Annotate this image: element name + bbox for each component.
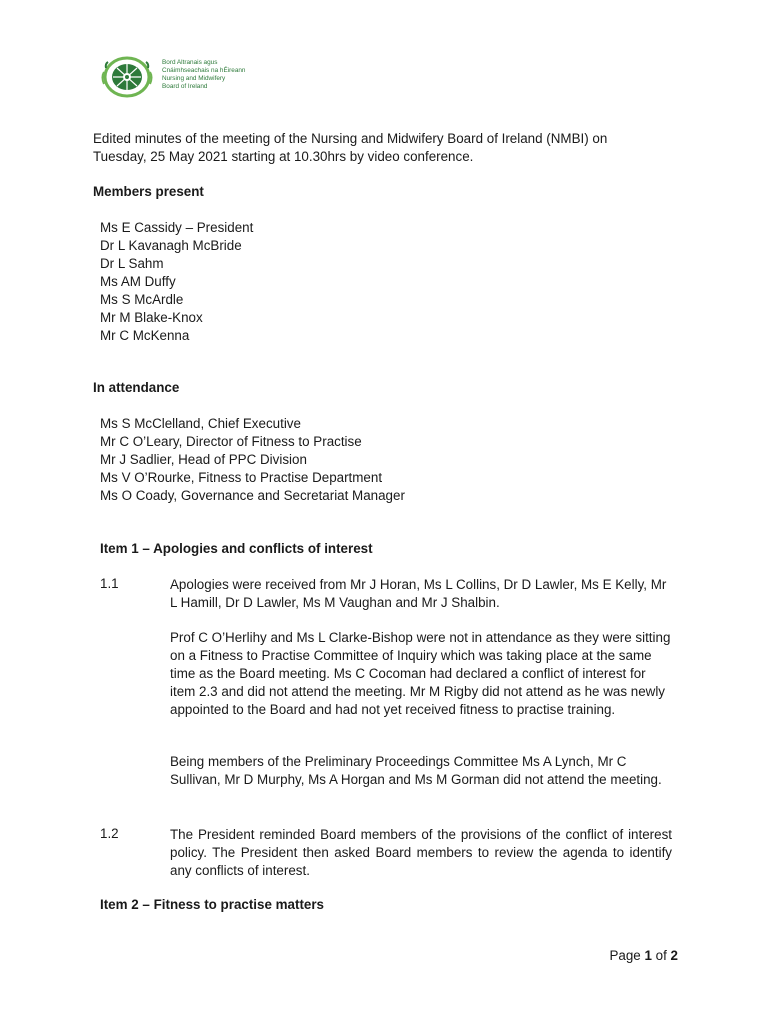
list-item: Ms AM Duffy (100, 274, 176, 289)
nmbi-emblem-icon (99, 52, 157, 102)
list-item: Dr L Sahm (100, 256, 164, 271)
item1-1-number: 1.1 (100, 576, 119, 591)
list-item: Mr C O’Leary, Director of Fitness to Practise (100, 434, 362, 449)
intro-line-1: Edited minutes of the meeting of the Nursing and Midwifery Board of Ireland (NMBI) on (93, 131, 608, 146)
list-item: Mr C McKenna (100, 328, 190, 343)
list-item: Mr J Sadlier, Head of PPC Division (100, 452, 307, 467)
page-current: 1 (644, 948, 652, 963)
of-label: of (655, 948, 667, 963)
members-list (100, 219, 253, 345)
list-item: Mr M Blake-Knox (100, 310, 203, 325)
list-item: Ms S McClelland, Chief Executive (100, 416, 301, 431)
members-heading: Members present (93, 184, 204, 199)
item1-1-paragraph-2: Prof C O’Herlihy and Ms L Clarke-Bishop were not in attendance as they were sitting on a Fitness to Practise Committee of Inquiry which was taking place at the same time as the Board meeting. Ms C Cocoman had declared a conflict of interest for item 2.3 and did not attend the meeting. Mr M Rigby did not attend as he was newly appointed to the Board and had not yet received fitness to practise training. (170, 630, 671, 717)
item1-heading: Item 1 – Apologies and conflicts of interest (100, 541, 373, 556)
list-item: Dr L Kavanagh McBride (100, 238, 242, 253)
attendance-list (100, 415, 405, 505)
intro-paragraph (93, 130, 693, 166)
item1-2-paragraph: The President reminded Board members of the provisions of the conflict of interest policy. The President then asked Board members to review the agenda to identify any conflicts of interest. (170, 827, 672, 878)
list-item: Ms S McArdle (100, 292, 184, 307)
intro-line-2: Tuesday, 25 May 2021 starting at 10.30hrs by video conference. (93, 149, 474, 164)
list-item: Ms O Coady, Governance and Secretariat Manager (100, 488, 405, 503)
item1-2-number: 1.2 (100, 826, 119, 841)
logo-line-english-2: Board of Ireland (162, 83, 208, 90)
item2-heading: Item 2 – Fitness to practise matters (100, 897, 325, 912)
logo-line-irish-2: Cnáimhseachais na hÉireann (162, 67, 246, 74)
attendance-heading: In attendance (93, 380, 180, 395)
list-item: Ms E Cassidy – President (100, 220, 254, 235)
page-total: 2 (670, 948, 678, 963)
logo-line-irish-1: Bord Altranais agus (162, 59, 218, 66)
page-label: Page (609, 948, 641, 963)
logo-text (162, 59, 245, 91)
item1-1-paragraph: Apologies were received from Mr J Horan, Ms L Collins, Dr D Lawler, Ms E Kelly, Mr L Hamill, Dr D Lawler, Ms M Vaughan and Mr J Shalbin. (170, 577, 667, 610)
item1-1-paragraph-3: Being members of the Preliminary Proceedings Committee Ms A Lynch, Mr C Sullivan, Mr D Murphy, Ms A Horgan and Ms M Gorman did not attend the meeting. (170, 754, 662, 787)
list-item: Ms V O’Rourke, Fitness to Practise Department (100, 470, 383, 485)
logo-line-english-1: Nursing and Midwifery (162, 75, 226, 82)
nmbi-logo (99, 52, 259, 102)
page-number (609, 948, 678, 963)
